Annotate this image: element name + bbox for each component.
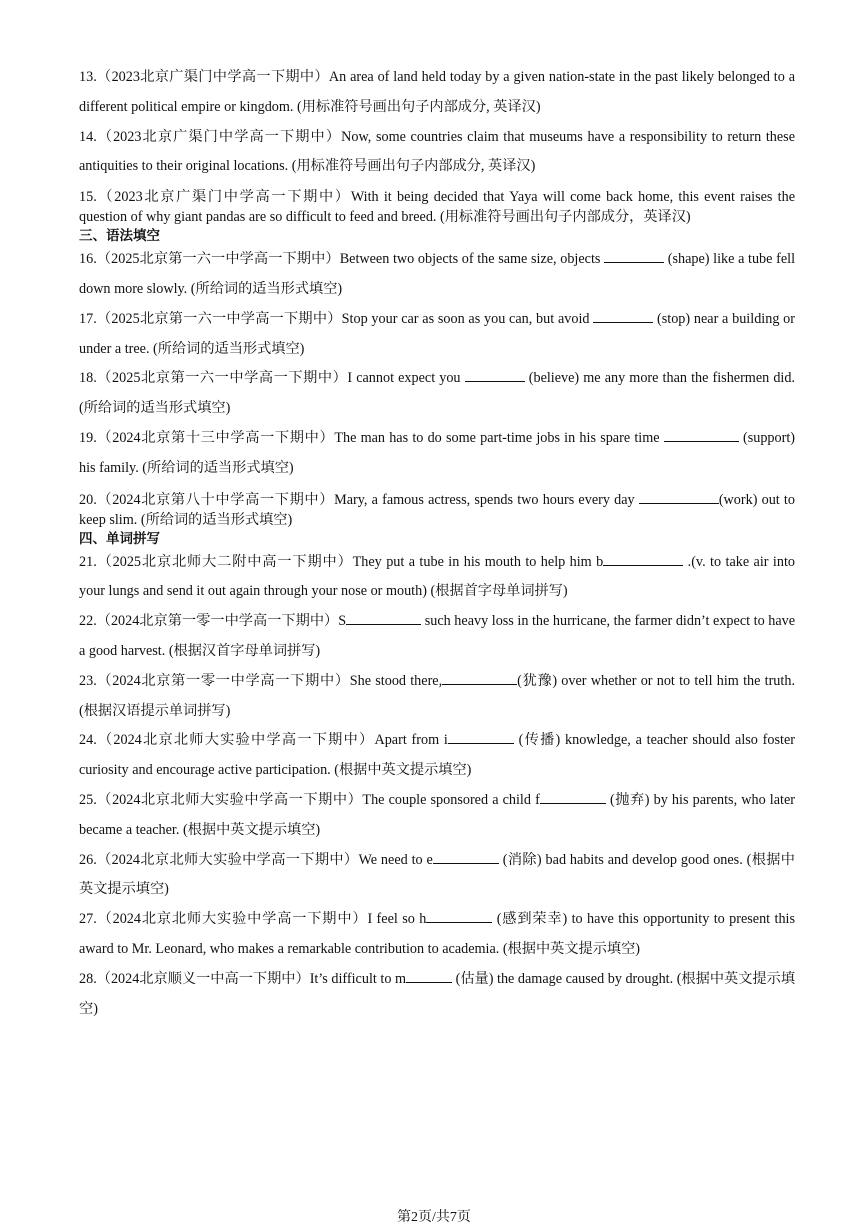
question-text-before: They put a tube in his mouth to help him b [352, 553, 604, 570]
question-source: 17.（2025北京第一六一中学高一下期中） [79, 310, 342, 327]
section-heading-spelling: 四、单词拼写 [79, 530, 160, 547]
question-text-after: (感到荣幸) to have this opportunity to present this award to Mr. Leonard, who makes a remarkable contribution to academia. (根据中英文提示填空) [79, 911, 795, 957]
question-text-before: Stop your car as soon as you can, but avoid [341, 310, 590, 327]
question-text-after: (support) his family. (所给词的适当形式填空) [79, 429, 796, 476]
answer-blank[interactable] [442, 670, 517, 685]
question-text-before: I cannot expect you [347, 370, 461, 387]
question-text: An area of land held today by a given nation-state in the past likely belonged to a different political empire or kingdom. (用标准符号画出句子内部成分, 英译汉) [79, 69, 795, 115]
answer-blank[interactable] [406, 968, 452, 983]
question-source: 22.（2024北京第一零一中学高一下期中） [79, 613, 339, 630]
question-25 [79, 786, 795, 846]
question-14 [79, 123, 795, 183]
question-16 [79, 245, 795, 305]
question-text-after: (传播) knowledge, a teacher should also foster curiosity and encourage active participation. (根据中英文提示填空) [79, 732, 795, 779]
question-source: 18.（2025北京第一六一中学高一下期中） [79, 370, 348, 387]
question-text-after: (犹豫) over whether or not to tell him the truth. (根据汉语提示单词拼写) [79, 672, 795, 719]
question-source: 28.（2024北京顺义一中高一下期中） [79, 970, 310, 987]
answer-blank[interactable] [639, 489, 719, 504]
question-text-before: It’s difficult to m [309, 970, 407, 987]
question-text-before: We need to e [358, 851, 433, 868]
question-source: 21.（2025北京北师大二附中高一下期中） [79, 553, 353, 570]
answer-blank[interactable] [448, 729, 514, 744]
question-19 [79, 424, 795, 484]
question-source: 19.（2024北京第十三中学高一下期中） [79, 429, 335, 446]
question-source: 25.（2024北京北师大实验中学高一下期中） [79, 791, 363, 808]
question-24 [79, 726, 795, 786]
question-source: 16.（2025北京第一六一中学高一下期中） [79, 251, 340, 268]
question-23 [79, 667, 795, 727]
answer-blank[interactable] [604, 248, 664, 263]
question-text-before: Apart from i [374, 732, 448, 749]
question-text-after: (shape) like a tube fell down more slowly. (所给词的适当形式填空) [79, 251, 796, 297]
question-source: 13.（2023北京广渠门中学高一下期中） [79, 69, 329, 85]
question-text-before: She stood there, [349, 672, 443, 689]
question-source: 20.（2024北京第八十中学高一下期中） [79, 491, 335, 508]
question-text: Now, some countries claim that museums have a responsibility to return these antiquities to their original locations. (用标准符号画出句子内部成分, 英译汉) [79, 128, 795, 175]
question-27 [79, 905, 795, 965]
question-text-before: Between two objects of the same size, objects [339, 251, 601, 268]
page-number-footer: 第2页/共7页 [397, 1210, 471, 1225]
answer-blank[interactable] [593, 308, 653, 323]
question-text: With it being decided that Yaya will come back home, this event raises the question of why giant pandas are so difficult to feed and breed. (用标准符号画出句子内部成分，英译汉) [79, 189, 795, 226]
question-source: 14.（2023北京广渠门中学高一下期中） [79, 128, 342, 145]
answer-blank[interactable] [346, 610, 421, 625]
question-15 [79, 187, 795, 227]
question-26 [79, 846, 795, 906]
answer-blank[interactable] [426, 908, 492, 923]
question-text-after: such heavy loss in the hurricane, the farmer didn’t expect to have a good harvest. (根据汉首字母单词拼写) [79, 613, 796, 659]
question-text-before: S [338, 613, 347, 630]
question-text-after: (stop) near a building or under a tree. (所给词的适当形式填空) [79, 310, 795, 357]
question-17 [79, 305, 795, 365]
question-21 [79, 548, 795, 608]
answer-blank[interactable] [540, 789, 606, 804]
question-text-after: (believe) me any more than the fishermen did. (所给词的适当形式填空) [79, 370, 796, 417]
question-28 [79, 965, 795, 1025]
question-list [79, 63, 795, 1024]
question-13 [79, 63, 795, 123]
question-text-after: (work) out to keep slim. (所给词的适当形式填空) [79, 491, 795, 528]
question-text-after: (消除) bad habits and develop good ones. (根据中英文提示填空) [79, 851, 795, 898]
question-22 [79, 607, 795, 667]
question-text-before: The man has to do some part-time jobs in his spare time [334, 429, 660, 446]
question-text-before: The couple sponsored a child f [362, 791, 540, 808]
question-text-after: (抛弃) by his parents, who later became a teacher. (根据中英文提示填空) [79, 791, 795, 838]
question-source: 23.（2024北京第一零一中学高一下期中） [79, 672, 350, 689]
answer-blank[interactable] [664, 427, 739, 442]
question-text-after: (估量) the damage caused by drought. (根据中英文提示填空) [79, 970, 796, 1017]
question-18 [79, 364, 795, 424]
question-source: 24.（2024北京北师大实验中学高一下期中） [79, 732, 375, 749]
answer-blank[interactable] [433, 849, 499, 864]
question-20 [79, 489, 795, 530]
answer-blank[interactable] [603, 551, 683, 566]
answer-blank[interactable] [465, 367, 525, 382]
section-heading-grammar: 三、语法填空 [79, 228, 160, 245]
question-source: 15.（2023北京广渠门中学高一下期中） [79, 189, 351, 206]
question-source: 27.（2024北京北师大实验中学高一下期中） [79, 911, 368, 928]
question-text-before: I feel so h [367, 911, 427, 928]
question-text-before: Mary, a famous actress, spends two hours every day [334, 491, 635, 508]
question-text-after: .(v. to take air into your lungs and send it out again through your nose or mouth) (根据首字母单词拼写) [79, 553, 795, 600]
question-source: 26.（2024北京北师大实验中学高一下期中） [79, 851, 359, 868]
